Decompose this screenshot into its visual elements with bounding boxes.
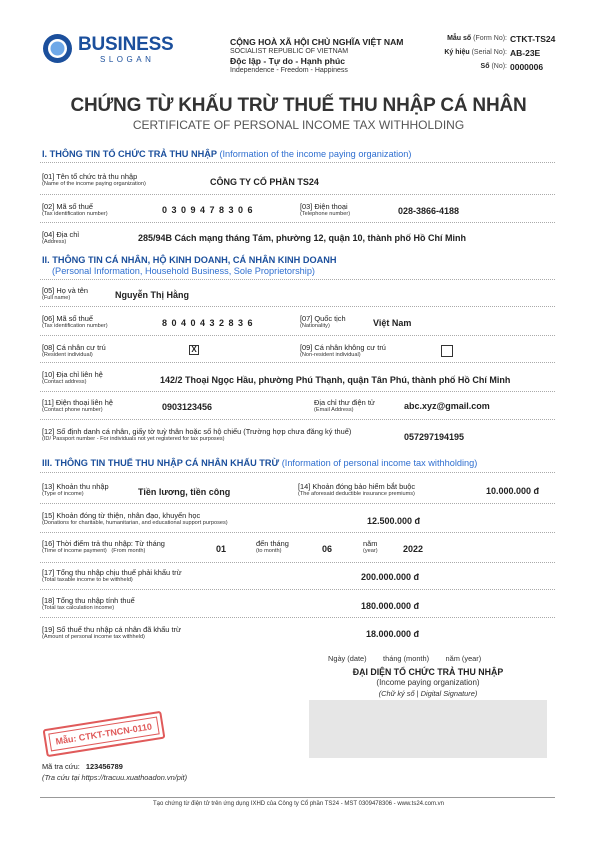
document-title: CHỨNG TỪ KHẤU TRỪ THUẾ THU NHẬP CÁ NHÂN bbox=[70, 95, 527, 116]
field-09: [09] Cá nhân không cư trú (Non-resident individual) bbox=[300, 343, 386, 358]
national-en: SOCIALIST REPUBLIC OF VIETNAM bbox=[230, 48, 349, 55]
field-19: [19] Số thuế thu nhập cá nhân đã khấu trừ (Amount of personal income tax withheld) bbox=[42, 625, 181, 640]
email-field: Địa chỉ thư điện tử (Email Address) bbox=[314, 398, 375, 413]
section-3-title: III. THÔNG TIN THUẾ THU NHẬP CÁ NHÂN KHẤU TRỪ (Information of personal income tax withholding) bbox=[42, 458, 478, 468]
field-07: [07] Quốc tịch (Nationality) bbox=[300, 314, 346, 329]
lookup-code-value: 123456789 bbox=[85, 762, 123, 771]
field-07-value: Việt Nam bbox=[373, 318, 412, 328]
digital-signature-box[interactable] bbox=[309, 700, 547, 758]
field-17: [17] Tổng thu nhập chịu thuế phải khấu trừ (Total taxable income to be withheld) bbox=[42, 568, 182, 583]
form-no-value: CTKT-TS24 bbox=[510, 34, 556, 44]
field-06-value: 8 0 4 0 4 3 2 8 3 6 bbox=[162, 318, 254, 328]
field-02-value: 0 3 0 9 4 7 8 3 0 6 bbox=[162, 205, 254, 215]
field-06: [06] Mã số thuế (Tax identification number) bbox=[42, 314, 108, 329]
serial-label: Ký hiệu (Serial No): bbox=[444, 49, 507, 56]
field-10-value: 142/2 Thoại Ngọc Hầu, phường Phú Thạnh, quận Tân Phú, thành phố Hồ Chí Minh bbox=[160, 375, 511, 385]
field-03-value: 028-3866-4188 bbox=[398, 206, 460, 216]
national-vn: CỘNG HOÀ XÃ HỘI CHỦ NGHĨA VIỆT NAM bbox=[230, 37, 404, 47]
field-04-value: 285/94B Cách mạng tháng Tám, phường 12, quận 10, thành phố Hồ Chí Minh bbox=[138, 233, 466, 243]
field-16-to-label: đến tháng (to month) bbox=[256, 539, 289, 554]
national-header bbox=[230, 37, 415, 74]
lookup-url-note: (Tra cứu tại https://tracuu.xuathoadon.vn/pit) bbox=[42, 773, 188, 782]
field-18: [18] Tổng thu nhập tính thuế (Total tax calculation income) bbox=[42, 596, 135, 611]
field-12: [12] Số định danh cá nhân, giấy tờ tuỳ thân hoặc số hộ chiếu (Trường hợp chưa đăng ký thuế) (ID/ Passport number - For individuals not yet registered for tax purposes) bbox=[42, 427, 352, 442]
form-info bbox=[420, 34, 570, 76]
logo-globe-icon bbox=[42, 33, 73, 64]
footer-text: Tạo chứng từ điện tử trên ứng dụng IXHD của Công ty Cổ phần TS24 - MST 0309478306 - www.ts24.com.vn bbox=[153, 801, 444, 807]
field-10: [10] Địa chỉ liên hệ (Contact address) bbox=[42, 370, 103, 385]
national-motto-en: Independence - Freedom - Happiness bbox=[230, 67, 348, 74]
signature-rep-vn: ĐẠI DIỆN TỔ CHỨC TRẢ THU NHẬP bbox=[352, 667, 504, 677]
field-05-value: Nguyễn Thị Hằng bbox=[115, 290, 189, 300]
field-08: [08] Cá nhân cư trú (Resident individual) bbox=[42, 343, 106, 358]
lookup-code-label: Mã tra cứu: bbox=[42, 762, 80, 771]
field-16: [16] Thời điểm trả thu nhập: Từ tháng (Time of income payment) (From month) bbox=[42, 539, 165, 554]
field-14-value: 10.000.000 đ bbox=[486, 486, 540, 496]
signature-note: (Chữ ký số | Digital Signature) bbox=[378, 689, 478, 698]
sample-stamp bbox=[43, 711, 165, 757]
non-resident-checkbox[interactable] bbox=[441, 345, 453, 357]
field-01: [01] Tên tổ chức trả thu nhập (Name of the income paying organization) bbox=[42, 172, 146, 187]
section-2-title: II. THÔNG TIN CÁ NHÂN, HỘ KINH DOANH, CÁ NHÂN KINH DOANH bbox=[42, 255, 337, 265]
field-04: [04] Địa chỉ (Address) bbox=[42, 230, 79, 245]
footer-divider bbox=[40, 797, 555, 798]
form-no-label: Mẫu số (Form No): bbox=[447, 35, 507, 42]
email-value: abc.xyz@gmail.com bbox=[404, 401, 490, 411]
field-13-value: Tiền lương, tiền công bbox=[138, 487, 231, 497]
number-value: 0000006 bbox=[510, 62, 544, 72]
logo-slogan: SLOGAN bbox=[100, 55, 155, 64]
field-05: [05] Họ và tên (Full name) bbox=[42, 286, 89, 301]
field-16-to-month: 06 bbox=[322, 544, 333, 554]
field-19-value: 18.000.000 đ bbox=[366, 629, 420, 639]
national-motto-vn: Độc lập - Tự do - Hạnh phúc bbox=[230, 56, 346, 66]
serial-value: AB-23E bbox=[510, 48, 541, 58]
number-label: Số (No): bbox=[480, 63, 507, 70]
field-16-year: 2022 bbox=[403, 544, 424, 554]
field-03: [03] Điện thoại (Telephone number) bbox=[300, 202, 351, 217]
field-02: [02] Mã số thuế (Tax identification number) bbox=[42, 202, 108, 217]
sample-stamp-text: Mẫu: CTKT-TNCN-0110 bbox=[48, 717, 159, 752]
field-11-value: 0903123456 bbox=[162, 402, 213, 412]
field-18-value: 180.000.000 đ bbox=[361, 601, 420, 611]
field-15-value: 12.500.000 đ bbox=[367, 516, 421, 526]
field-15: [15] Khoản đóng từ thiện, nhân đạo, khuyến học (Donations for charitable, humanitarian, and educational support purposes) bbox=[42, 511, 228, 526]
field-01-value: CÔNG TY CỔ PHẦN TS24 bbox=[210, 177, 319, 187]
field-13: [13] Khoản thu nhập (Type of income) bbox=[42, 482, 109, 497]
field-14: [14] Khoản đóng bảo hiểm bắt buộc (The aforesaid deductible insurance premiums) bbox=[298, 482, 416, 497]
resident-checkbox[interactable]: X bbox=[189, 345, 199, 355]
field-16-year-label: năm (year) bbox=[363, 539, 378, 554]
field-11: [11] Điện thoại liên hệ (Contact phone number) bbox=[42, 398, 113, 413]
logo bbox=[42, 33, 182, 67]
logo-brand: BUSINESS bbox=[78, 34, 174, 55]
section-1-title: I. THÔNG TIN TỔ CHỨC TRẢ THU NHẬP (Information of the income paying organization) bbox=[42, 149, 412, 159]
section-2-title-en: (Personal Information, Household Business, Sole Proprietorship) bbox=[52, 266, 315, 276]
signature-rep-en: (Income paying organization) bbox=[376, 678, 480, 687]
field-12-value: 057297194195 bbox=[404, 432, 465, 442]
lookup-code bbox=[42, 762, 123, 771]
document-subtitle: CERTIFICATE OF PERSONAL INCOME TAX WITHHOLDING bbox=[132, 118, 465, 132]
signature-date-line: Ngày (date) tháng (month) năm (year) bbox=[328, 654, 482, 663]
field-17-value: 200.000.000 đ bbox=[361, 572, 420, 582]
field-16-from-month: 01 bbox=[216, 544, 227, 554]
